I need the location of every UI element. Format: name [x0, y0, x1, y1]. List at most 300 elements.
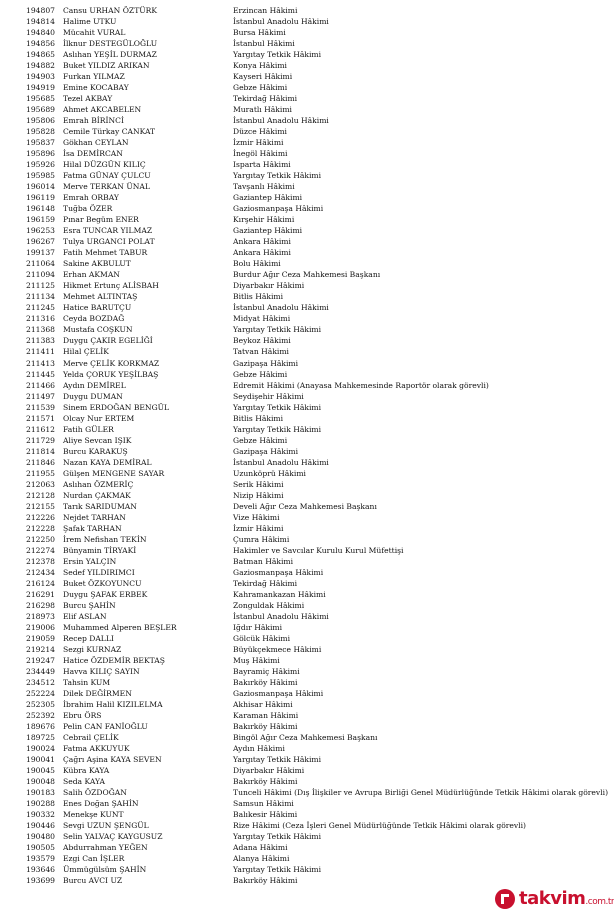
- assigned-position: İstanbul Anadolu Hâkimi: [233, 457, 329, 467]
- registry-number: 219214: [26, 644, 55, 654]
- assigned-position: Aydın Hâkimi: [233, 744, 285, 754]
- list-row: [0, 324, 600, 335]
- list-row: [0, 875, 600, 886]
- assigned-position: Bayramiç Hâkimi: [233, 666, 300, 676]
- person-name: Sevgi UZUN ŞENGÜL: [63, 821, 149, 831]
- assigned-position: İstanbul Anadolu Hâkimi: [233, 611, 329, 621]
- list-row: [0, 236, 600, 247]
- assigned-position: Bakırköy Hâkimi: [233, 777, 298, 787]
- assigned-position: Tavşanlı Hâkimi: [233, 182, 295, 192]
- person-name: Hatice BARUTÇU: [63, 303, 132, 313]
- assigned-position: Uzunköprü Hâkimi: [233, 468, 306, 478]
- assigned-position: Zonguldak Hâkimi: [233, 600, 305, 610]
- person-name: Emrah ORBAY: [63, 193, 119, 203]
- person-name: Kübra KAYA: [63, 766, 110, 776]
- registry-number: 212063: [26, 479, 55, 489]
- person-name: Emine KOCABAY: [63, 83, 129, 93]
- registry-number: 190288: [26, 799, 55, 809]
- list-row: [0, 71, 600, 82]
- assigned-position: Samsun Hâkimi: [233, 799, 294, 809]
- registry-number: 211134: [26, 292, 55, 302]
- registry-number: 211368: [26, 325, 55, 335]
- person-name: Merve ÇELİK KORKMAZ: [63, 358, 160, 368]
- list-row: [0, 633, 600, 644]
- person-name: Hatice ÖZDEMİR BEKTAŞ: [63, 655, 165, 665]
- registry-number: 212155: [26, 501, 55, 511]
- list-row: [0, 512, 600, 523]
- person-name: Cansu URHAN ÖZTÜRK: [63, 6, 158, 15]
- assigned-position: Yargıtay Tetkik Hâkimi: [233, 832, 322, 842]
- list-row: [0, 655, 600, 666]
- assigned-position: Erzincan Hâkimi: [233, 6, 298, 15]
- person-name: Muhammed Alperen BEŞLER: [63, 622, 177, 632]
- person-name: Merve TERKAN ÜNAL: [63, 182, 150, 192]
- takvim-watermark: [495, 886, 614, 912]
- assigned-position: İzmir Hâkimi: [233, 138, 284, 148]
- registry-number: 252224: [26, 688, 55, 698]
- list-row: [0, 280, 600, 291]
- person-name: Ebru ÖRS: [63, 711, 102, 720]
- personnel-list: [0, 5, 609, 886]
- registry-number: 196253: [26, 226, 55, 236]
- registry-number: 211814: [26, 446, 55, 456]
- person-name: Duygu ÇAKIR EGELİĞİ: [63, 336, 153, 346]
- assigned-position: Kayseri Hâkimi: [233, 72, 293, 82]
- person-name: Burcu ŞAHİN: [63, 600, 116, 610]
- person-name: Nazan KAYA DEMİRAL: [63, 457, 152, 467]
- person-name: Nejdet TARHAN: [63, 512, 126, 522]
- registry-number: 216291: [26, 589, 55, 599]
- assigned-position: Gazipaşa Hâkimi: [233, 358, 299, 368]
- assigned-position: Bitlis Hâkimi: [233, 413, 284, 423]
- list-row: [0, 809, 600, 820]
- registry-number: 194840: [26, 28, 55, 38]
- registry-number: 219006: [26, 622, 55, 632]
- list-row: [0, 446, 600, 457]
- registry-number: 190505: [26, 843, 55, 853]
- list-row: [0, 523, 600, 534]
- person-name: Cemile Türkay CANKAT: [63, 127, 156, 137]
- registry-number: 211729: [26, 435, 55, 445]
- registry-number: 194903: [26, 72, 55, 82]
- list-row: [0, 170, 600, 181]
- registry-number: 211466: [26, 380, 55, 390]
- assigned-position: Seydişehir Hâkimi: [233, 391, 304, 401]
- registry-number: 190045: [26, 766, 55, 776]
- person-name: Havva KILIÇ SAYIN: [63, 666, 140, 676]
- assigned-position: Bakırköy Hâkimi: [233, 722, 298, 732]
- assigned-position: Batman Hâkimi: [233, 556, 294, 566]
- assigned-position: Rize Hâkimi (Ceza İşleri Genel Müdürlüğünde Tetkik Hâkimi olarak görevli): [233, 821, 527, 831]
- person-name: İbrahim Halil KIZILELMA: [63, 699, 163, 709]
- person-name: Fatma AKKUYUK: [63, 744, 130, 754]
- registry-number: 199137: [26, 248, 55, 258]
- takvim-logo-icon: [495, 889, 515, 909]
- person-name: Cebrail ÇELİK: [63, 733, 119, 743]
- person-name: Mustafa COŞKUN: [63, 325, 133, 335]
- registry-number: 212274: [26, 545, 55, 555]
- list-row: [0, 490, 600, 501]
- person-name: Emrah BİRİNCİ: [63, 116, 124, 126]
- registry-number: 190446: [26, 821, 55, 831]
- person-name: Esra TUNCAR YILMAZ: [63, 226, 153, 236]
- assigned-position: Gaziantep Hâkimi: [233, 193, 303, 203]
- assigned-position: Gebze Hâkimi: [233, 83, 288, 93]
- person-name: Sinem ERDOĞAN BENGÜL: [63, 402, 170, 412]
- registry-number: 216298: [26, 600, 55, 610]
- person-name: Burcu KARAKUŞ: [63, 446, 128, 456]
- registry-number: 211497: [26, 391, 55, 401]
- registry-number: 195985: [26, 171, 55, 181]
- registry-number: 193579: [26, 854, 55, 864]
- list-row: [0, 479, 600, 490]
- list-row: [0, 137, 600, 148]
- list-row: [0, 126, 600, 137]
- registry-number: 212226: [26, 512, 55, 522]
- registry-number: 219247: [26, 655, 55, 665]
- assigned-position: Vize Hâkimi: [233, 512, 280, 522]
- assigned-position: Karaman Hâkimi: [233, 711, 299, 720]
- person-name: Mücahit VURAL: [63, 28, 126, 38]
- person-name: Olcay Nur ERTEM: [63, 413, 135, 423]
- registry-number: 211413: [26, 358, 55, 368]
- assigned-position: Tunceli Hâkimi (Dış İlişkiler ve Avrupa Birliği Genel Müdürlüğünde Tetkik Hâkimi olarak görevli): [233, 788, 609, 798]
- assigned-position: Tekirdağ Hâkimi: [233, 578, 298, 588]
- registry-number: 193646: [26, 865, 55, 875]
- person-name: İrem Nefishan TEKİN: [63, 534, 147, 544]
- registry-number: 211383: [26, 336, 55, 346]
- list-row: [0, 380, 600, 391]
- registry-number: 211571: [26, 413, 55, 423]
- list-row: [0, 82, 600, 93]
- person-name: Tezel AKBAY: [63, 94, 113, 104]
- list-row: [0, 468, 600, 479]
- list-row: [0, 754, 600, 765]
- assigned-position: Yargıtay Tetkik Hâkimi: [233, 755, 322, 765]
- assigned-position: Diyarbakır Hâkimi: [233, 766, 305, 776]
- list-row: [0, 424, 600, 435]
- list-row: [0, 247, 600, 258]
- registry-number: 216124: [26, 578, 55, 588]
- list-row: [0, 369, 600, 380]
- list-row: [0, 787, 609, 798]
- assigned-position: Serik Hâkimi: [233, 479, 284, 489]
- list-row: [0, 853, 600, 864]
- person-name: Aslıhan ÖZMERİÇ: [63, 479, 134, 489]
- list-row: [0, 435, 600, 446]
- list-row: [0, 688, 600, 699]
- assigned-position: Gölcük Hâkimi: [233, 633, 291, 643]
- assigned-position: Bakırköy Hâkimi: [233, 677, 298, 687]
- person-name: Mehmet ALTINTAŞ: [63, 292, 138, 302]
- registry-number: 211411: [26, 347, 55, 357]
- assigned-position: Beykoz Hâkimi: [233, 336, 291, 346]
- list-row: [0, 258, 600, 269]
- list-row: [0, 589, 600, 600]
- list-row: [0, 38, 600, 49]
- list-row: [0, 534, 600, 545]
- list-row: [0, 413, 600, 424]
- registry-number: 196159: [26, 215, 55, 225]
- list-row: [0, 269, 600, 280]
- person-name: Tuğba ÖZER: [63, 204, 113, 214]
- assigned-position: Kırşehir Hâkimi: [233, 215, 295, 225]
- assigned-position: Ankara Hâkimi: [233, 248, 291, 258]
- list-row: [0, 732, 600, 743]
- person-name: Buket ÖZKOYUNCU: [63, 578, 142, 588]
- assigned-position: Iğdır Hâkimi: [233, 622, 283, 632]
- person-name: Sezgi KURNAZ: [63, 644, 122, 654]
- assigned-position: Balıkesir Hâkimi: [233, 810, 298, 820]
- assigned-position: Edremit Hâkimi (Anayasa Mahkemesinde Raportör olarak görevli): [233, 380, 489, 390]
- list-row: [0, 820, 600, 831]
- list-row: [0, 798, 600, 809]
- person-name: Tahsin KUM: [63, 677, 111, 687]
- person-name: Halime UTKU: [63, 17, 117, 27]
- registry-number: 211245: [26, 303, 55, 313]
- person-name: Hilal ÇELİK: [63, 347, 109, 357]
- registry-number: 193699: [26, 876, 55, 886]
- person-name: Selin YALVAÇ KAYGUSUZ: [63, 832, 163, 842]
- person-name: Fatma GÜNAY ÇULCU: [63, 171, 151, 181]
- list-row: [0, 402, 600, 413]
- list-row: [0, 27, 600, 38]
- registry-number: 211846: [26, 457, 55, 467]
- assigned-position: Gebze Hâkimi: [233, 369, 288, 379]
- list-row: [0, 765, 600, 776]
- person-name: Hilal DÜZGÜN KILIÇ: [63, 160, 146, 170]
- registry-number: 211125: [26, 281, 55, 291]
- list-row: [0, 5, 600, 16]
- person-name: Hikmet Ertunç ALİSBAH: [63, 281, 159, 291]
- registry-number: 218973: [26, 611, 55, 621]
- assigned-position: Ankara Hâkimi: [233, 237, 291, 247]
- list-row: [0, 225, 600, 236]
- person-name: Sakine AKBULUT: [63, 259, 131, 269]
- person-name: Pelin CAN FANİOĞLU: [63, 722, 148, 732]
- list-row: [0, 578, 600, 589]
- person-name: Erhan AKMAN: [63, 270, 120, 280]
- person-name: Ceyda BOZDAĞ: [63, 314, 125, 324]
- person-name: Fatih Mehmet TABUR: [63, 248, 148, 258]
- person-name: Duygu ŞAFAK ERBEK: [63, 589, 148, 599]
- person-name: Menekşe KUNT: [63, 810, 124, 820]
- person-name: Duygu DUMAN: [63, 391, 123, 401]
- registry-number: 196014: [26, 182, 55, 192]
- assigned-position: Bitlis Hâkimi: [233, 292, 284, 302]
- list-row: [0, 743, 600, 754]
- person-name: Bünyamin TİRYAKİ: [63, 545, 137, 555]
- person-name: Ersin YALÇIN: [63, 556, 117, 566]
- assigned-position: Konya Hâkimi: [233, 61, 287, 71]
- person-name: Tarık SARIDUMAN: [63, 501, 137, 511]
- person-name: Abdurrahman YEĞEN: [63, 843, 148, 853]
- list-row: [0, 545, 600, 556]
- registry-number: 212378: [26, 556, 55, 566]
- registry-number: 212228: [26, 523, 55, 533]
- list-row: [0, 302, 600, 313]
- list-row: [0, 776, 600, 787]
- person-name: Buket YILDIZ ARIKAN: [63, 61, 150, 71]
- list-row: [0, 115, 600, 126]
- assigned-position: İstanbul Anadolu Hâkimi: [233, 17, 329, 27]
- assigned-position: Yargıtay Tetkik Hâkimi: [233, 325, 322, 335]
- person-name: İsa DEMİRCAN: [63, 149, 123, 159]
- list-row: [0, 313, 600, 324]
- registry-number: 190048: [26, 777, 55, 787]
- assigned-position: Gaziosmanpaşa Hâkimi: [233, 567, 324, 577]
- registry-number: 252392: [26, 711, 55, 720]
- list-row: [0, 677, 600, 688]
- list-row: [0, 335, 600, 346]
- assigned-position: Yargıtay Tetkik Hâkimi: [233, 402, 322, 412]
- assigned-position: Hakimler ve Savcılar Kurulu Kurul Müfettişi: [233, 545, 404, 555]
- registry-number: 211445: [26, 369, 55, 379]
- assigned-position: Muş Hâkimi: [233, 655, 280, 665]
- list-row: [0, 391, 600, 402]
- assigned-position: Gaziosmanpaşa Hâkimi: [233, 688, 324, 698]
- registry-number: 234512: [26, 677, 55, 687]
- person-name: Burcu AVCI UZ: [63, 876, 123, 886]
- assigned-position: Midyat Hâkimi: [233, 314, 291, 324]
- list-row: [0, 49, 600, 60]
- assigned-position: Yargıtay Tetkik Hâkimi: [233, 424, 322, 434]
- registry-number: 190480: [26, 832, 55, 842]
- list-row: [0, 556, 600, 567]
- registry-number: 190183: [26, 788, 55, 798]
- list-row: [0, 721, 600, 732]
- person-name: Gökhan CEYLAN: [63, 138, 129, 148]
- assigned-position: Adana Hâkimi: [233, 843, 288, 853]
- assigned-position: Bolu Hâkimi: [233, 259, 281, 269]
- person-name: Ümmügülsüm ŞAHİN: [63, 865, 147, 875]
- list-row: [0, 864, 600, 875]
- assigned-position: İstanbul Anadolu Hâkimi: [233, 116, 329, 126]
- registry-number: 211539: [26, 402, 55, 412]
- list-row: [0, 181, 600, 192]
- registry-number: 234449: [26, 666, 55, 676]
- takvim-brand-text: takvim.com.tr: [519, 888, 614, 909]
- list-row: [0, 644, 600, 655]
- list-row: [0, 842, 600, 853]
- person-name: Recep DALLI: [63, 633, 114, 643]
- registry-number: 195828: [26, 127, 55, 137]
- list-row: [0, 148, 600, 159]
- assigned-position: Akhisar Hâkimi: [233, 699, 293, 709]
- assigned-position: Gaziantep Hâkimi: [233, 226, 303, 236]
- person-name: Elif ASLAN: [63, 611, 107, 621]
- registry-number: 190332: [26, 810, 55, 820]
- assigned-position: İstanbul Hâkimi: [233, 39, 295, 49]
- list-row: [0, 192, 600, 203]
- registry-number: 195837: [26, 138, 55, 148]
- registry-number: 211064: [26, 259, 55, 269]
- person-name: Ezgi Can İŞLER: [63, 854, 125, 864]
- registry-number: 195689: [26, 105, 55, 115]
- registry-number: 196148: [26, 204, 55, 214]
- registry-number: 189676: [26, 722, 55, 732]
- person-name: Gülşen MENGENE SAYAR: [63, 468, 165, 478]
- registry-number: 212434: [26, 567, 55, 577]
- person-name: Şafak TARHAN: [63, 523, 122, 533]
- registry-number: 194865: [26, 50, 55, 60]
- registry-number: 195926: [26, 160, 55, 170]
- list-row: [0, 501, 600, 512]
- registry-number: 195685: [26, 94, 55, 104]
- person-name: Nurdan ÇAKMAK: [63, 490, 131, 500]
- registry-number: 211612: [26, 424, 55, 434]
- assigned-position: Gazipaşa Hâkimi: [233, 446, 299, 456]
- assigned-position: Bingöl Ağır Ceza Mahkemesi Başkanı: [233, 733, 378, 743]
- list-row: [0, 93, 600, 104]
- registry-number: 190041: [26, 755, 55, 765]
- assigned-position: Gebze Hâkimi: [233, 435, 288, 445]
- person-name: Pınar Begüm ENER: [63, 215, 139, 225]
- registry-number: 195896: [26, 149, 55, 159]
- list-row: [0, 699, 600, 710]
- list-row: [0, 159, 600, 170]
- assigned-position: İstanbul Anadolu Hâkimi: [233, 303, 329, 313]
- registry-number: 196119: [26, 193, 55, 203]
- person-name: Sedef YILDIRIMCI: [63, 567, 135, 577]
- person-name: Fatih GÜLER: [63, 424, 114, 434]
- registry-number: 190024: [26, 744, 55, 754]
- person-name: İlknur DESTEGÜLOĞLU: [63, 39, 158, 49]
- assigned-position: Isparta Hâkimi: [233, 160, 291, 170]
- registry-number: 252305: [26, 699, 55, 709]
- assigned-position: Yargıtay Tetkik Hâkimi: [233, 865, 322, 875]
- person-name: Yelda ÇORUK YEŞİLBAŞ: [63, 369, 159, 379]
- assigned-position: Burdur Ağır Ceza Mahkemesi Başkanı: [233, 270, 381, 280]
- registry-number: 194814: [26, 17, 55, 27]
- assigned-position: Tekirdağ Hâkimi: [233, 94, 298, 104]
- assigned-position: Yargıtay Tetkik Hâkimi: [233, 50, 322, 60]
- registry-number: 194807: [26, 6, 55, 15]
- assigned-position: Muratlı Hâkimi: [233, 105, 292, 115]
- person-name: Aliye Sevcan IŞIK: [63, 435, 132, 445]
- person-name: Enes Doğan ŞAHİN: [63, 799, 139, 809]
- registry-number: 211094: [26, 270, 55, 280]
- assigned-position: Diyarbakır Hâkimi: [233, 281, 305, 291]
- assigned-position: Yargıtay Tetkik Hâkimi: [233, 171, 322, 181]
- assigned-position: İnegöl Hâkimi: [233, 149, 288, 159]
- person-name: Aslıhan YEŞİL DURMAZ: [63, 50, 157, 60]
- list-row: [0, 457, 600, 468]
- assigned-position: Büyükçekmece Hâkimi: [233, 644, 322, 654]
- person-name: Dilek DEĞİRMEN: [63, 688, 132, 698]
- assigned-position: Develi Ağır Ceza Mahkemesi Başkanı: [233, 501, 377, 511]
- assigned-position: İzmir Hâkimi: [233, 523, 284, 533]
- person-name: Aydın DEMİREL: [63, 380, 126, 390]
- assigned-position: Nizip Hâkimi: [233, 490, 284, 500]
- registry-number: 211316: [26, 314, 55, 324]
- registry-number: 219059: [26, 633, 55, 643]
- person-name: Seda KAYA: [63, 777, 105, 787]
- registry-number: 189725: [26, 733, 55, 743]
- registry-number: 211955: [26, 468, 55, 478]
- list-row: [0, 710, 600, 721]
- person-name: Furkan YILMAZ: [63, 72, 125, 82]
- registry-number: 212128: [26, 490, 55, 500]
- list-row: [0, 611, 600, 622]
- assigned-position: Bursa Hâkimi: [233, 28, 286, 38]
- registry-number: 195806: [26, 116, 55, 126]
- registry-number: 212250: [26, 534, 55, 544]
- person-name: Çağrı Aşina KAYA SEVEN: [63, 755, 162, 765]
- registry-number: 194882: [26, 61, 55, 71]
- list-row: [0, 666, 600, 677]
- list-row: [0, 346, 600, 357]
